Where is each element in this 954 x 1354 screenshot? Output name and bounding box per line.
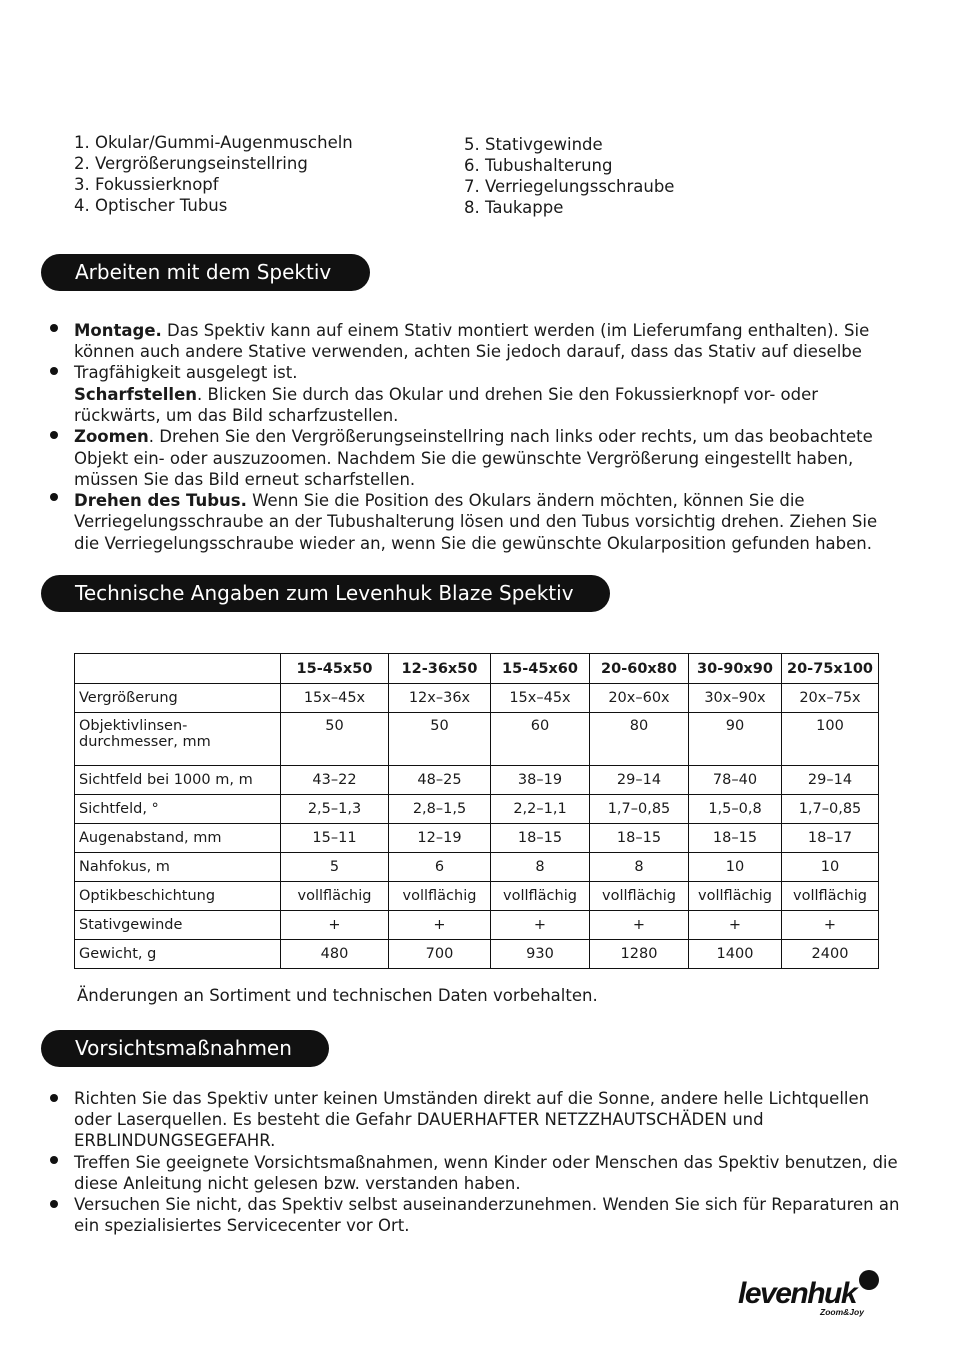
table-row (75, 882, 879, 911)
table-cell: 2,5–1,3 (281, 795, 389, 824)
table-cell: 1,5–0,8 (689, 795, 782, 824)
disclaimer-note: Änderungen an Sortiment und technischen Daten vorbehalten. (77, 986, 598, 1005)
part-item: 2. Vergrößerungseinstellring (74, 154, 308, 173)
table-cell: vollflächig (389, 882, 491, 911)
list-item-continued: ein spezialisiertes Servicecenter vor Ort. (74, 1216, 410, 1235)
table-row-label: Optikbeschichtung (75, 882, 281, 911)
table-header-cell: 15-45x60 (491, 654, 590, 684)
table-row (75, 824, 879, 853)
part-item: 8. Taukappe (464, 198, 564, 217)
table-row (75, 911, 879, 940)
table-row (75, 713, 879, 766)
table-cell: 43–22 (281, 766, 389, 795)
table-cell: vollflächig (782, 882, 879, 911)
parts-list-left (74, 132, 353, 216)
table-cell: 18–15 (590, 824, 689, 853)
list-item: Montage. Das Spektiv kann auf einem Stativ montiert werden (im Lieferumfang enthalten). Sie (74, 321, 870, 340)
table-cell: 700 (389, 940, 491, 969)
list-item: Richten Sie das Spektiv unter keinen Umständen direkt auf die Sonne, andere helle Lichtquellen (74, 1089, 870, 1108)
table-row-label: Sichtfeld, ° (75, 795, 281, 824)
list-item: Zoomen. Drehen Sie den Vergrößerungseinstellring nach links oder rechts, um das beobachtete (74, 427, 873, 446)
part-item: 4. Optischer Tubus (74, 196, 228, 215)
section-heading-specs: Technische Angaben zum Levenhuk Blaze Spektiv (41, 575, 610, 612)
specs-table (74, 653, 879, 969)
table-cell: 15x–45x (491, 684, 590, 713)
table-cell: 12x–36x (389, 684, 491, 713)
table-header-cell: 15-45x50 (281, 654, 389, 684)
table-cell: vollflächig (590, 882, 689, 911)
part-item: 3. Fokussierknopf (74, 175, 219, 194)
table-row-label: Objektivlinsen- durchmesser, mm (75, 713, 281, 766)
table-cell: 2,2–1,1 (491, 795, 590, 824)
list-item-continued: oder Laserquellen. Es besteht die Gefahr DAUERHAFTER NETZZHAUTSCHÄDEN und (74, 1110, 764, 1129)
table-cell: + (491, 911, 590, 940)
table-row-label: Augenabstand, mm (75, 824, 281, 853)
table-header-cell: 12-36x50 (389, 654, 491, 684)
table-cell: 1400 (689, 940, 782, 969)
bullet-icon (50, 367, 58, 375)
list-item: Treffen Sie geeignete Vorsichtsmaßnahmen, wenn Kinder oder Menschen das Spektiv benutzen, die (74, 1153, 898, 1172)
logo-brand-text: levenhuk (738, 1277, 857, 1310)
table-cell: 5 (281, 853, 389, 882)
list-item-continued: können auch andere Stative verwenden, achten Sie jedoch darauf, dass das Stativ auf dieselbe (74, 342, 862, 361)
table-cell: 48–25 (389, 766, 491, 795)
part-item: 7. Verriegelungsschraube (464, 177, 675, 196)
list-item-continued: diese Anleitung nicht gelesen bzw. verstanden haben. (74, 1174, 521, 1193)
list-item: Versuchen Sie nicht, das Spektiv selbst auseinanderzunehmen. Wenden Sie sich für Reparaturen an (74, 1195, 900, 1214)
table-cell: 18–17 (782, 824, 879, 853)
bullet-icon (50, 431, 58, 439)
table-row-label: Nahfokus, m (75, 853, 281, 882)
logo-tagline-text: Zoom&Joy (820, 1307, 864, 1317)
table-cell: 20x–75x (782, 684, 879, 713)
table-cell: + (389, 911, 491, 940)
table-cell: 15–11 (281, 824, 389, 853)
table-header-corner (75, 654, 281, 684)
logo-circle-icon (859, 1270, 879, 1290)
table-cell: vollflächig (491, 882, 590, 911)
table-cell: 10 (689, 853, 782, 882)
table-row-label: Stativgewinde (75, 911, 281, 940)
table-cell: 2400 (782, 940, 879, 969)
table-header-cell: 30-90x90 (689, 654, 782, 684)
table-cell: 20x–60x (590, 684, 689, 713)
table-cell: 90 (689, 713, 782, 766)
table-cell: vollflächig (281, 882, 389, 911)
table-cell: + (590, 911, 689, 940)
section-heading-usage: Arbeiten mit dem Spektiv (41, 254, 370, 291)
table-cell: 29–14 (782, 766, 879, 795)
levenhuk-logo (738, 1268, 884, 1318)
table-cell: 30x–90x (689, 684, 782, 713)
bullet-icon (50, 324, 58, 332)
table-cell: 50 (281, 713, 389, 766)
bullet-icon (50, 1156, 58, 1164)
parts-list-right (464, 134, 674, 218)
list-item: Scharfstellen. Blicken Sie durch das Okular und drehen Sie den Fokussierknopf vor- oder (74, 385, 819, 404)
list-item-continued: rückwärts, um das Bild scharfzustellen. (74, 406, 399, 425)
table-cell: 2,8–1,5 (389, 795, 491, 824)
part-item: 5. Stativgewinde (464, 135, 603, 154)
bullet-icon (50, 1200, 58, 1208)
table-cell: 18–15 (491, 824, 590, 853)
table-cell: 29–14 (590, 766, 689, 795)
table-cell: 930 (491, 940, 590, 969)
table-cell: 8 (491, 853, 590, 882)
table-cell: 50 (389, 713, 491, 766)
table-cell: 60 (491, 713, 590, 766)
list-item-continued: müssen Sie das Bild erneut scharfstellen. (74, 470, 416, 489)
table-cell: 38–19 (491, 766, 590, 795)
table-header-cell: 20-60x80 (590, 654, 689, 684)
table-cell: 10 (782, 853, 879, 882)
list-item-continued: Tragfähigkeit ausgelegt ist. (74, 363, 298, 382)
table-row-label: Gewicht, g (75, 940, 281, 969)
list-item-continued: Objekt ein- oder auszuzoomen. Nachdem Sie die gewünschte Vergrößerung eingestellt haben, (74, 449, 854, 468)
list-item-continued: die Verriegelungsschraube wieder an, wenn Sie die gewünschte Okularposition gefunden haben. (74, 534, 872, 553)
table-cell: + (281, 911, 389, 940)
table-cell: 78–40 (689, 766, 782, 795)
table-cell: 1,7–0,85 (782, 795, 879, 824)
table-header-row (75, 654, 879, 684)
part-item: 1. Okular/Gummi-Augenmuscheln (74, 133, 353, 152)
bullet-icon (50, 493, 58, 501)
table-row (75, 684, 879, 713)
table-cell: + (782, 911, 879, 940)
bullet-icon (50, 1094, 58, 1102)
table-cell: 480 (281, 940, 389, 969)
list-item-continued: ERBLINDUNGSEGEFAHR. (74, 1131, 276, 1150)
part-item: 6. Tubushalterung (464, 156, 613, 175)
table-row (75, 853, 879, 882)
table-cell: 1,7–0,85 (590, 795, 689, 824)
list-item-continued: Verriegelungsschraube an der Tubushalterung lösen und den Tubus vorsichtig drehen. Ziehen Sie (74, 512, 878, 531)
table-cell: 6 (389, 853, 491, 882)
table-row-label: Vergrößerung (75, 684, 281, 713)
list-item: Drehen des Tubus. Wenn Sie die Position des Okulars ändern möchten, können Sie die (74, 491, 805, 510)
section-heading-precautions: Vorsichtsmaßnahmen (41, 1030, 329, 1067)
table-cell: 80 (590, 713, 689, 766)
table-cell: 15x–45x (281, 684, 389, 713)
table-row-label: Sichtfeld bei 1000 m, m (75, 766, 281, 795)
table-cell: vollflächig (689, 882, 782, 911)
table-cell: 1280 (590, 940, 689, 969)
table-row (75, 766, 879, 795)
table-cell: 8 (590, 853, 689, 882)
table-cell: 100 (782, 713, 879, 766)
table-cell: + (689, 911, 782, 940)
table-cell: 12–19 (389, 824, 491, 853)
table-row (75, 795, 879, 824)
table-cell: 18–15 (689, 824, 782, 853)
table-header-cell: 20-75x100 (782, 654, 879, 684)
table-row (75, 940, 879, 969)
